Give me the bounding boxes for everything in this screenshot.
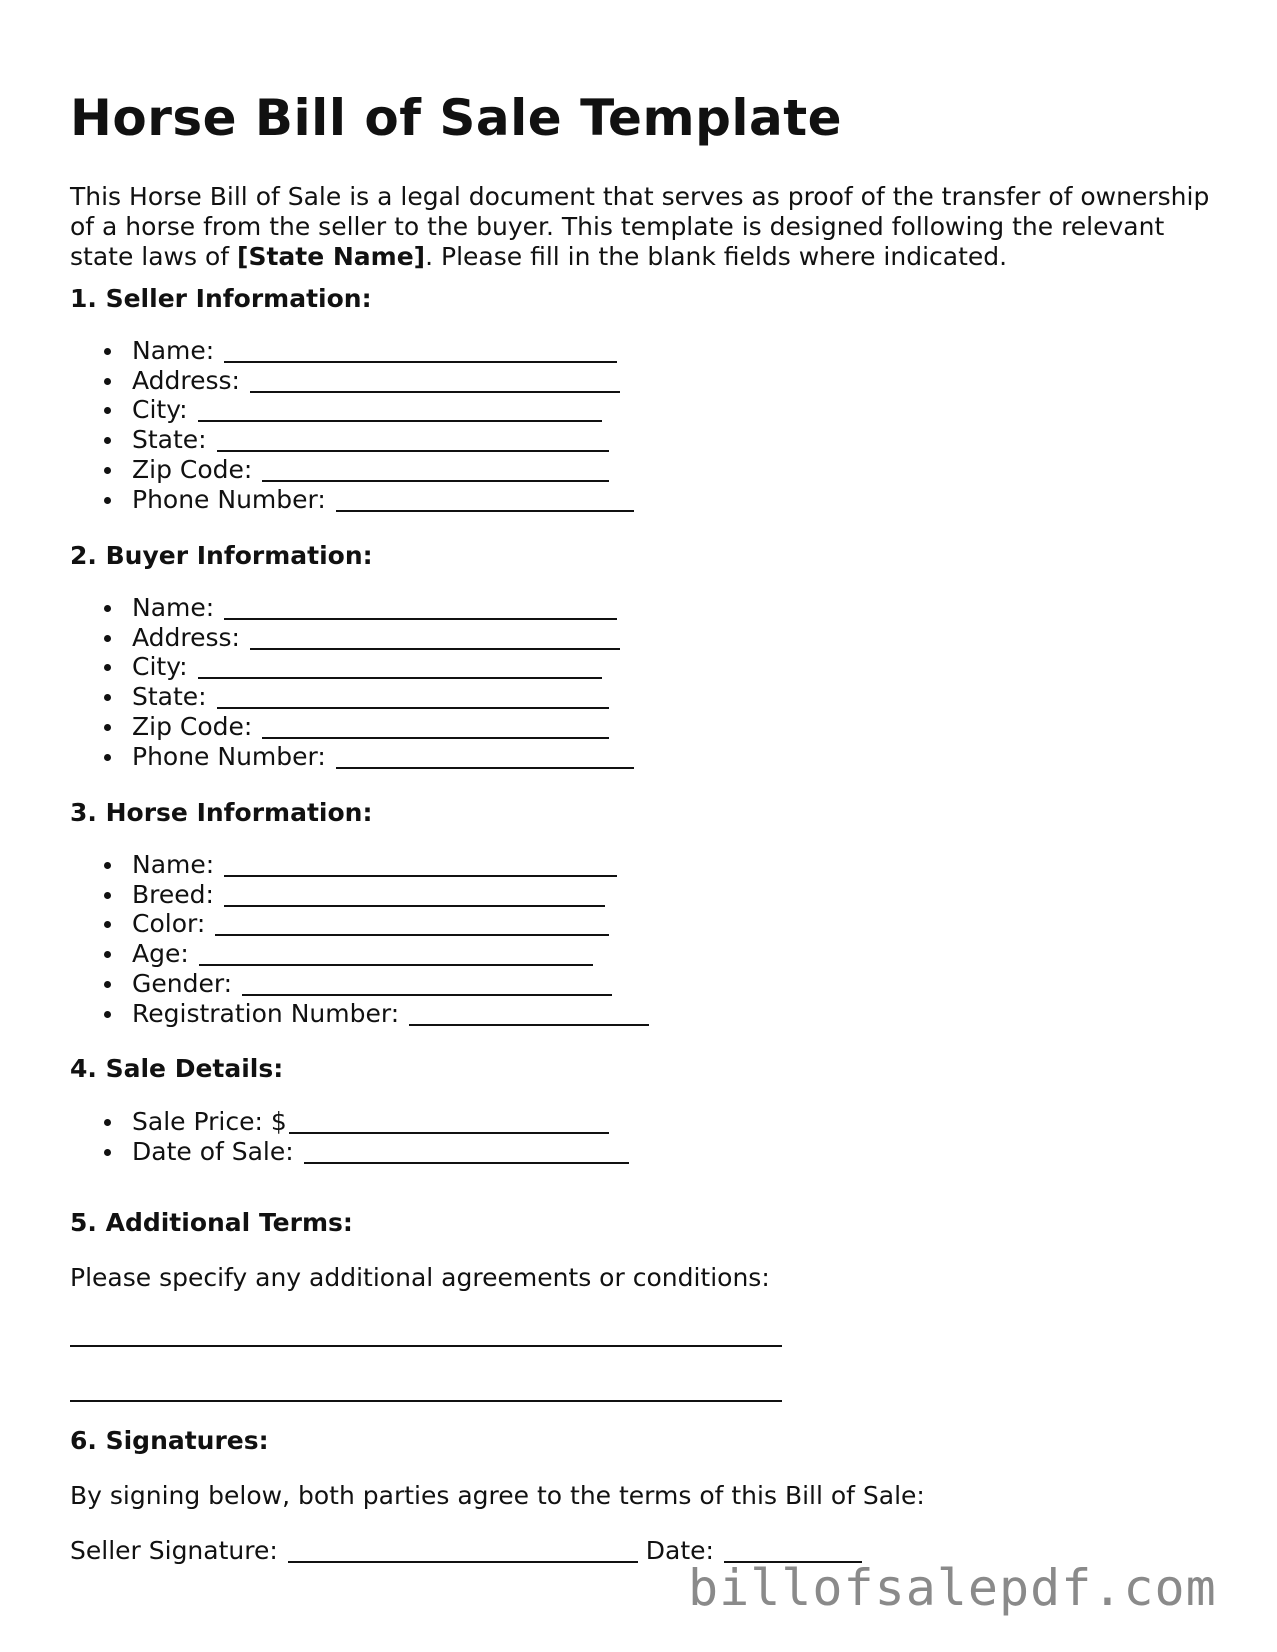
buyer-phone-blank[interactable] <box>336 743 634 769</box>
watermark-text: billofsalepdf.com <box>688 1559 1217 1617</box>
signatures-section-heading: 6. Signatures: <box>70 1426 269 1455</box>
date-label: Date: <box>645 1536 714 1565</box>
horse-gender-field <box>132 969 649 999</box>
field-label: Sale Price: $ <box>132 1107 287 1136</box>
terms-section-heading: 5. Additional Terms: <box>70 1208 353 1237</box>
buyer-city-field <box>132 652 634 682</box>
field-label: Age: <box>132 939 189 969</box>
buyer-phone-field <box>132 742 634 772</box>
field-label: Color: <box>132 909 206 939</box>
sale-section-heading: 4. Sale Details: <box>70 1054 284 1083</box>
sale-date-field <box>132 1137 629 1167</box>
horse-age-field <box>132 939 649 969</box>
buyer-name-field <box>132 593 634 623</box>
horse-registration-blank[interactable] <box>409 1000 649 1026</box>
buyer-section-heading: 2. Buyer Information: <box>70 541 373 570</box>
sale-fields-list <box>70 1107 629 1166</box>
state-name-placeholder: [State Name] <box>237 242 426 271</box>
field-label: City: <box>132 395 188 425</box>
seller-signature-blank[interactable] <box>288 1537 638 1563</box>
field-label: Name: <box>132 593 215 622</box>
sale-date-blank[interactable] <box>304 1138 629 1164</box>
field-label: Phone Number: <box>132 741 326 771</box>
horse-age-blank[interactable] <box>199 940 593 966</box>
seller-section-heading: 1. Seller Information: <box>70 284 372 313</box>
buyer-state-blank[interactable] <box>217 683 609 709</box>
intro-paragraph <box>70 182 1210 272</box>
terms-line-1[interactable] <box>70 1345 782 1347</box>
horse-gender-blank[interactable] <box>242 970 612 996</box>
horse-registration-field <box>132 999 649 1029</box>
field-label: Date of Sale: <box>132 1136 294 1166</box>
horse-fields-list <box>70 850 649 1028</box>
field-label: Zip Code: <box>132 711 253 741</box>
seller-state-field <box>132 425 634 455</box>
sale-price-blank[interactable] <box>289 1108 609 1134</box>
horse-color-blank[interactable] <box>215 910 609 936</box>
horse-name-blank[interactable] <box>224 851 617 877</box>
signatures-statement: By signing below, both parties agree to the terms of this Bill of Sale: <box>70 1481 925 1510</box>
seller-city-field <box>132 395 634 425</box>
intro-text-end: . Please fill in the blank fields where indicated. <box>425 242 1008 271</box>
field-label: Address: <box>132 365 240 395</box>
sale-price-field <box>132 1107 629 1137</box>
seller-phone-field <box>132 485 634 515</box>
horse-breed-blank[interactable] <box>224 881 605 907</box>
document-title: Horse Bill of Sale Template <box>70 89 843 147</box>
field-label: State: <box>132 425 207 455</box>
field-label: Registration Number: <box>132 998 400 1028</box>
seller-phone-blank[interactable] <box>336 486 634 512</box>
field-label: Phone Number: <box>132 484 326 514</box>
seller-address-field <box>132 366 634 396</box>
seller-zip-blank[interactable] <box>262 456 609 482</box>
seller-address-blank[interactable] <box>250 367 620 393</box>
buyer-city-blank[interactable] <box>198 653 602 679</box>
field-label: State: <box>132 682 207 712</box>
seller-zip-field <box>132 455 634 485</box>
buyer-zip-field <box>132 712 634 742</box>
seller-signature-label: Seller Signature: <box>70 1536 278 1565</box>
horse-breed-field <box>132 880 649 910</box>
seller-name-field <box>132 336 634 366</box>
buyer-zip-blank[interactable] <box>262 713 609 739</box>
buyer-address-field <box>132 623 634 653</box>
terms-prompt: Please specify any additional agreements or conditions: <box>70 1263 770 1292</box>
seller-name-blank[interactable] <box>224 337 617 363</box>
buyer-address-blank[interactable] <box>250 624 620 650</box>
terms-line-2[interactable] <box>70 1400 782 1402</box>
buyer-name-blank[interactable] <box>224 594 617 620</box>
seller-state-blank[interactable] <box>217 426 609 452</box>
field-label: Gender: <box>132 968 233 998</box>
seller-city-blank[interactable] <box>198 396 602 422</box>
buyer-state-field <box>132 682 634 712</box>
buyer-fields-list <box>70 593 634 771</box>
field-label: Zip Code: <box>132 454 253 484</box>
seller-fields-list <box>70 336 634 514</box>
horse-section-heading: 3. Horse Information: <box>70 798 373 827</box>
intro-text-start: This Horse Bill of Sale is a legal document that serves as proof of the transfer of ownership of a horse from the seller to the buyer. This template is designed following the relevant state laws of <box>70 182 1210 271</box>
field-label: Name: <box>132 336 215 365</box>
field-label: City: <box>132 652 188 682</box>
horse-color-field <box>132 909 649 939</box>
field-label: Name: <box>132 850 215 879</box>
horse-name-field <box>132 850 649 880</box>
field-label: Breed: <box>132 879 214 909</box>
field-label: Address: <box>132 622 240 652</box>
